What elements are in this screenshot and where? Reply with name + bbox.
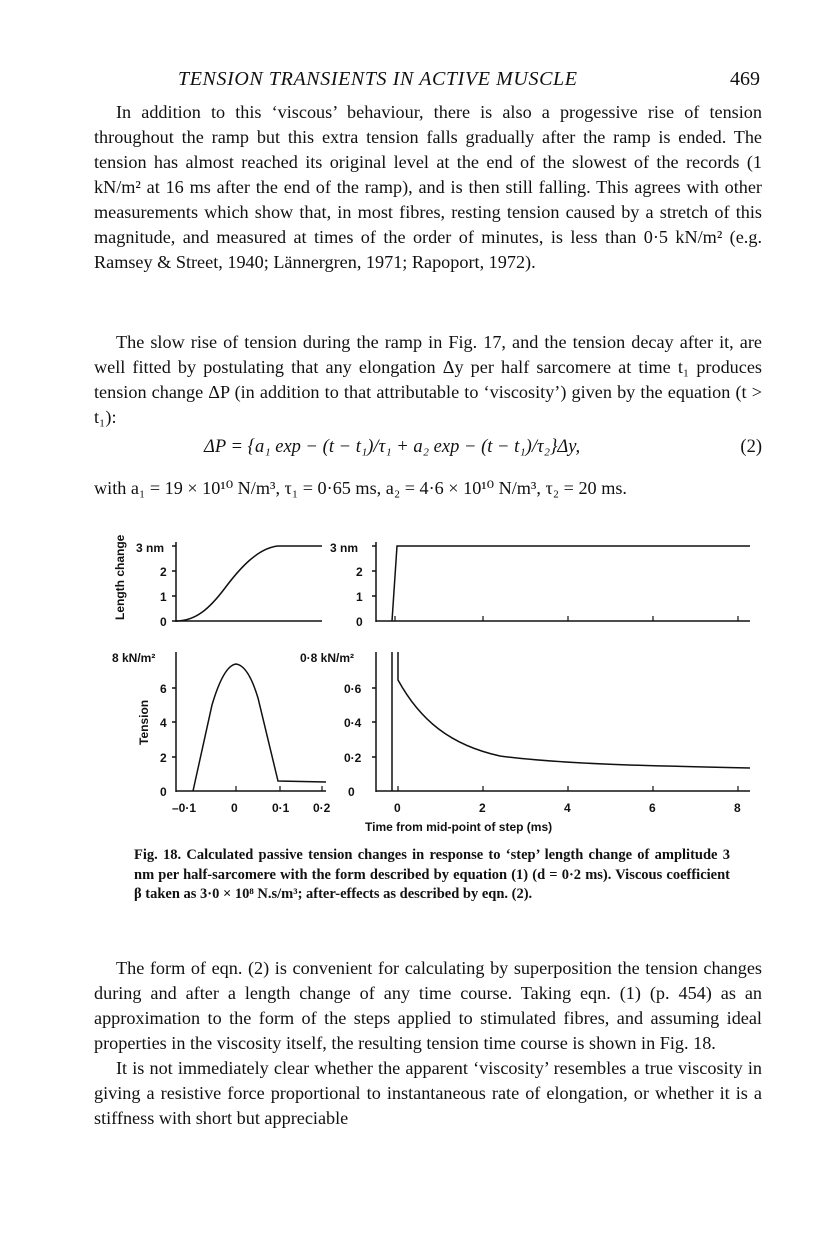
br-series-line bbox=[398, 652, 750, 768]
tl-ytick-2: 2 bbox=[160, 565, 167, 579]
paragraph-4: The form of eqn. (2) is convenient for calculating by superposition the tension changes during and after a length change of any time course. Taking eqn. (1) (p. 454) as an approximation to the form of the steps applied to stimulated fibres, and assuming ideal properties in the viscosity itself, the resulting tension time course is shown in Fig. 18. bbox=[94, 958, 762, 1053]
br-xtick-label-4: 4 bbox=[564, 801, 571, 815]
br-xtick-label-8: 8 bbox=[734, 801, 741, 815]
equation-2 bbox=[94, 437, 762, 465]
paragraph-5: It is not immediately clear whether the apparent ‘viscosity’ resembles a true viscosity in giving a resistive force proportional to instantaneous rate of elongation, or whether it is a stiffness with short but appreciable bbox=[94, 1058, 762, 1128]
br-xtick-label-6: 6 bbox=[649, 801, 656, 815]
tl-ytick-0: 0 bbox=[160, 615, 167, 629]
paragraph-3: with a₁ = 19 × 10¹⁰ N/m³, τ₁ = 0·65 ms, a₂ = 4·6 × 10¹⁰ N/m³, τ₂ = 20 ms. bbox=[94, 478, 627, 498]
br-unit: 0·8 kN/m² bbox=[300, 651, 355, 665]
panel-tension-left bbox=[112, 651, 331, 815]
bl-series-line bbox=[193, 664, 326, 791]
equation-body: ΔP = {a₁ exp − (t − t₁)/τ₁ + a₂ exp − (t − t₁)/τ₂}Δy, bbox=[204, 437, 581, 457]
br-ytick-02: 0·2 bbox=[344, 751, 362, 765]
bl-ytick-2: 2 bbox=[160, 751, 167, 765]
equation-number: (2) bbox=[740, 437, 762, 457]
bl-xtick-label-2: 0·1 bbox=[272, 801, 290, 815]
running-title: TENSION TRANSIENTS IN ACTIVE MUSCLE bbox=[178, 68, 578, 90]
figure-svg bbox=[0, 530, 816, 840]
bl-ytick-0: 0 bbox=[160, 785, 167, 799]
br-xtick-label-2: 2 bbox=[479, 801, 486, 815]
bl-ytick-4: 4 bbox=[160, 716, 167, 730]
running-header bbox=[0, 68, 816, 100]
tr-unit: 3 nm bbox=[330, 541, 359, 555]
tl-ylabel: Length change bbox=[113, 534, 127, 620]
br-ytick-06: 0·6 bbox=[344, 682, 362, 696]
tr-ytick-2: 2 bbox=[356, 565, 363, 579]
figure-caption: Fig. 18. Calculated passive tension changes in response to ‘step’ length change of amplitude 3 nm per half-sarcomere with the form described by equation (1) (d = 0·2 ms). Viscous coefficient β taken as 3·0 × 10⁸ N.s/m³; after-effects as described by eqn. (2). bbox=[134, 847, 730, 902]
br-ytick-04: 0·4 bbox=[344, 716, 362, 730]
bl-xtick-label-1: 0 bbox=[231, 801, 238, 815]
tr-series-line bbox=[392, 546, 750, 621]
page-number: 469 bbox=[730, 68, 760, 90]
tr-ytick-0: 0 bbox=[356, 615, 363, 629]
bl-unit: 8 kN/m² bbox=[112, 651, 156, 665]
paragraph-2: The slow rise of tension during the ramp in Fig. 17, and the tension decay after it, are well fitted by postulating that any elongation Δy per half sarcomere at time t₁ produces tension change ΔP (in addition to that attributable to ‘viscosity’) given by the equation (t > t₁): bbox=[94, 332, 762, 427]
figure-18 bbox=[0, 530, 816, 840]
paragraph-1: In addition to this ‘viscous’ behaviour, there is also a progessive rise of tension throughout the ramp but this extra tension falls gradually after the ramp is ended. The tension has almost reached its original level at the end of the slowest of the records (1 kN/m² at 16 ms after the end of the ramp), and is then still falling. This agrees with other measurements which show that, in most fibres, resting tension caused by a stretch of this magnitude, and measured at times of the order of minutes, is less than 0·5 kN/m² (e.g. Ramsey & Street, 1940; Lännergren, 1971; Rapoport, 1972). bbox=[94, 102, 762, 272]
tl-series-line bbox=[176, 546, 322, 621]
br-ytick-0: 0 bbox=[348, 785, 355, 799]
tl-unit: 3 nm bbox=[136, 541, 165, 555]
tl-ytick-1: 1 bbox=[160, 590, 167, 604]
bl-xtick-label-0: –0·1 bbox=[172, 801, 197, 815]
br-xlabel: Time from mid-point of step (ms) bbox=[365, 820, 553, 834]
bl-ytick-6: 6 bbox=[160, 682, 167, 696]
bl-xtick-label-3: 0·2 bbox=[313, 801, 331, 815]
panel-tension-right bbox=[300, 651, 750, 834]
panel-length-left bbox=[113, 534, 322, 629]
tr-ytick-1: 1 bbox=[356, 590, 363, 604]
panel-length-right bbox=[330, 541, 750, 629]
bl-ylabel: Tension bbox=[137, 699, 151, 745]
br-xtick-label-0: 0 bbox=[394, 801, 401, 815]
